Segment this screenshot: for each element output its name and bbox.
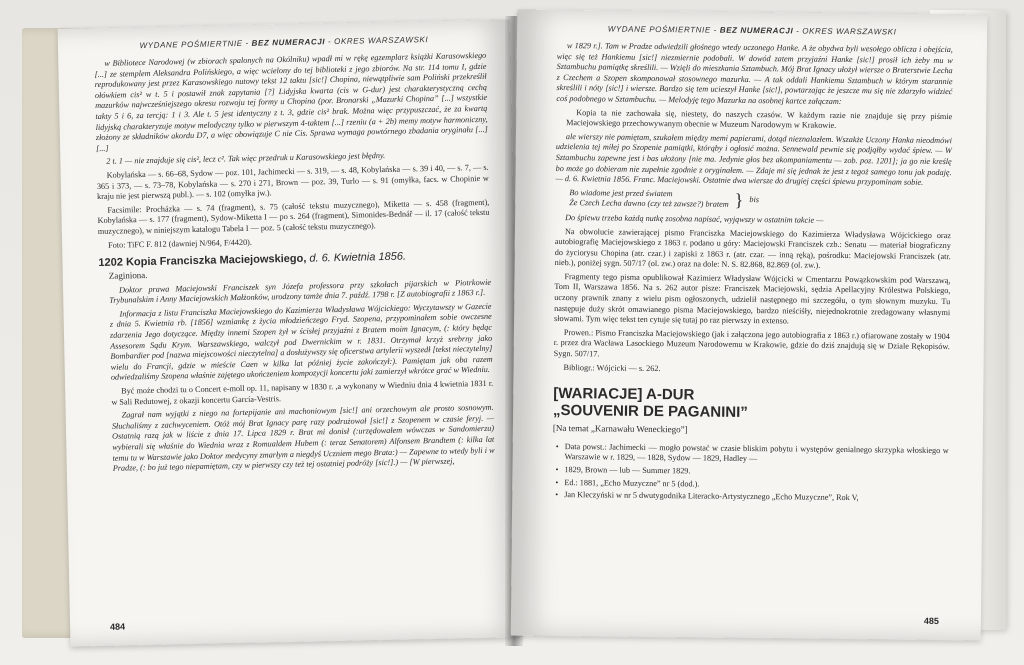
section-title [553, 385, 949, 423]
header-prefix: WYDANE POŚMIERTNIE - [607, 24, 720, 35]
bullet-list [552, 442, 949, 505]
entry-paragraph: Zagrał nam wyjątki z niego na fortepijanie ani machoniowym [sic!] ani orzechowym ale prosto sosnowym. Słuchaliśmy z zachwyceniem. Otóż mój Brat Ignacy parę razy podrużował [sic!] z Szopenem w czasie feryj. — Ostatnią razą jak w liście z dnia 17. Lipca 1829 r. Brat mi donisł (:urzędowałem wówczas w Sandomierzu) wybierali się właśnie do Wiednia wraz z Romualdem Hubem (: teraz Senatorem) Alfonsem Brandtem (: kilka lat temu tu w Warszawie jako Doktor medycyny zmarłym a niegdyś Uczniem mego Brata:) — Zapewne to wtedy byli i w Pradze, (: bo już tego niepamiętam, czy w pierwszy czy też tej ostatniej podróży [sic!].) — [W pierwszej, [111, 402, 495, 473]
bis-label: bis [749, 195, 759, 205]
right-page-number: 485 [923, 615, 939, 627]
right-paragraph: Na obwolucie zawierającej pismo Franciszka Maciejowskiego do Kazimierza Władysława Wójcickiego oraz autobiografię Maciejowskiego z 1863 r. podano u góry: Maciejowski Franciszek czb.: Senatu — materiał biograficzny do życiorysu Chopina (atr. czar.) i zapiski z 1863 r. (atr. czar. — inną ręką), pośrodku: Maciejowski Franciszek (atr. nieb.), poniżej sygn. 507/17 (ol. zw.) oraz na dole: N. S. 82.868, 82.869 (ol. zw.). [554, 226, 951, 271]
header-prefix: WYDANE POŚMIERTNIE - [139, 38, 252, 51]
left-body [58, 50, 519, 475]
left-paragraph: 2 t. 1 — nie znajduje się cis², lecz c². Tak więc przedruk u Karasowskiego jest błędny. [106, 151, 386, 167]
right-paragraph: Do śpiewu trzeba każdą nutkę zosobna napisać, wyjąwszy w ostatnim takcie — [565, 212, 824, 225]
list-item: • 1829, Brown — lub — Summer 1829. [564, 465, 948, 480]
right-paragraph: Fragmenty tego pisma opublikował Kazimierz Władysław Wójcicki w Cmentarzu Powązkowskim pod Warszawą, Tom II, Warszawa 1856. Na s. 262 autor pisze: Franciszek Maciejowski, sędzia Apellacyjny Królestwa Polskiego, uczony prawnik znany z wielu pism ogłoszonych, udzielił następnego mi szczegółu, o tym słownym muzyku. Tu następuje duży skrót omawianego pisma Maciejowskiego, bardzo nieściśły, niejednokrotnie zredagowany własnymi słowami. Tym więc tekst ten cytuje się tutaj po raz pierwszy in extenso. [554, 271, 951, 326]
header-bold: BEZ NUMERACJI [251, 37, 326, 48]
section-title-line: „SOUVENIR DE PAGANINI” [553, 402, 748, 422]
section-subtitle: [Na temat „Karnawału Weneckiego”] [552, 423, 688, 435]
right-page [511, 10, 988, 641]
bis-line: Że Czech Lecha dawno (czy też zawsze?) bratem [569, 198, 729, 210]
left-page-number: 484 [110, 621, 126, 632]
entry-paragraph: Być może chodzi tu o Concert e-moll op. 11, napisany w 1830 r. ,a wykonany w Wiedniu dnia 4 kwietnia 1831 r. w Sali Redutowej, z okazji koncertu García-Vestris. [111, 378, 494, 407]
right-running-header [517, 24, 987, 38]
bis-lines [555, 188, 951, 213]
right-paragraph: Prowen.: Pismo Franciszka Maciejowskiego (jak i załączona jego autobiografia z 1863 r.) ofiarowane zostały w 1904 r. przez dra Wacława Lasockiego Muzeum Narodowemu w Krakowie, gdzie do dziś znajdują się w Dziale Rękopisów. Sygn. 507/17. [553, 327, 950, 359]
header-bold: BEZ NUMERACJI [719, 25, 794, 36]
right-paragraph: ale wierszy nie pamiętam, szukałem między memi papierami, dotąd nieznalazłem. Wszakże Uczony Hanka nieodmówi udzielenia tej miłej po Szopenie pamiątki, którąby i ogłosić można. Sennewald pewnie się podjąłby wydać śpiew. — W Sztambuchu zapewne jest i bas ułożony [nie ma. Jedynie głos bez akompaniamentu — zob. poz. 1201]; ja go nie kreślę bo może go dobieram nie zupełnie zgodnie z oryginałem. — Zdaje mi się jednak że jest z tegoż samego tonu jak podaję. — d. 6. Kwietnia 1856. Franc. Maciejowski. Ostatnie dwa wiersze do drugiej części śpiewu przypominam sobie. [555, 131, 952, 187]
left-paragraph: Facsimile: Procházka — s. 74 (fragment), s. 75 (całość tekstu muzycznego), Miketta — s. 458 (fragment), Kobylańska — s. 177 (fragment), Sydow-Miketta I — po s. 264 (fragment), Simonides-Bednář — il. 17 (całość tekstu muzycznego), w niniejszym katalogu Tabela I — poz. 5 (całość tekstu muzycznego). [97, 197, 490, 236]
left-running-header [58, 33, 510, 51]
brace-icon: } [734, 189, 744, 210]
entry-number: 1202 [98, 256, 124, 270]
list-item: • Ed.: 1881, „Echo Muzyczne” nr 5 (dod.). [564, 478, 948, 493]
left-page [58, 19, 523, 646]
right-body [512, 41, 987, 506]
entry-paragraph: Doktor prawa Maciejowski Franciszek syn Józefa professora przy szkołach pijarskich w Piotrkowie Trybunalskim i Anny Maciejowskich Małżonków, urodzony tamże dnia 7. paźdź. 1798 r. [Z autobiografii z 1863 r.]. [109, 277, 492, 306]
header-suffix: - OKRES WARSZAWSKI [325, 35, 429, 47]
bis-line: Bo wiadome jest przed światem [569, 187, 673, 198]
entry-title-text: Kopia Franciszka Maciejowskiego, [125, 252, 307, 269]
section-title-line: [WARIACJE] A-DUR [553, 385, 695, 404]
bis-text [569, 188, 729, 211]
right-paragraph: w 1829 r.]. Tam w Pradze odwiedzili głośnego wtedy uczonego Hanke. A że obydwa byli wesołego oblicza i obejścia, więc się też Hankiemu [sic!] niezmiernie podobali. W dowód zatem przyjaźni Hanke [sic!] prosił ich żeby mu w Sztambuchu pamiątkę skreślili. — Wzięli do mieszkania Sztambuch. Mój Brat Ignacy ułożył wiersze o Braterstwie Lecha z Czechem a Szopen skomponował stosownego mazurka. — A tak oddali Hankiemu Sztambuch w którym starannie skreślili i nóty [sic!] i wiersze. Bardzo się tem ucieszył Hanke [sic!], powtarzając że jeszcze mu się nie zdarzyło widzieć coś podobnego w Sztambuchu. — Melodyję tego Mazurka na osobnej kartce załączam: [556, 41, 953, 106]
left-paragraph: Foto: TiFC F. 812 (dawniej N/964, F/4420). [108, 237, 252, 250]
right-paragraph: Kopia ta nie zachowała się, niestety, do naszych czasów. W każdym razie nie znajduje się przy piśmie Maciejowskiego przechowywanym obecnie w Muzeum Narodowym w Krakowie. [566, 107, 953, 131]
list-item: • Data powst.: Jachimecki — mogło powstać w czasie bliskim pobytu i występów genialnego skrzypka włoskiego w Warszawie w r. 1829, — 1828, Sydow — 1829, Hadley — [565, 442, 949, 467]
header-suffix: - OKRES WARSZAWSKI [793, 26, 897, 37]
entry-date: d. 6. Kwietnia 1856. [309, 250, 407, 265]
entry-status: Zaginiona. [108, 270, 148, 281]
entry-paragraph: Informacja z listu Franciszka Maciejowskiego do Kazimierza Władysława Wójcickiego: Wyczytawszy w Gazecie z dnia 5. Kwietnia rb. [1856] wzmiankę z życia młodzieńczego Fryd. Szopena, przypominałem sobie owczesne zdarzenia Jego dotyczące. Między innemi Szopen żył w ścisłej przyjaźni z Bratem moim Ignacym, (: który będąc Assesorem Sądu Krym. Warszawskiego, walczył pod Dwernickim w r. 1831. Otrzymał krzyż srebrny jako Bombardier pod [nazwa miejscowości nieczytelna] a dosłużywszy się oficerstwa artylerii wyszedł [tekst nieczytelny] wielu do Francji, gdzie w mieście Caen w kilka lat później życie zakończył:). Pamiętam jak oba razem odwiedzaliśmy Szopena właśnie zajętego ukończeniem kompozycji koncertu jaki zamierzył wkrótce grać w Wiedniu. [109, 301, 493, 383]
left-paragraph: w Bibliotece Narodowej (w zbiorach spalonych na Okólniku) wpadł mi w rękę egzemplarz książki Karasowskiego [...] ze stemplem Aleksandra Polińskiego, a więc wcielony do tej biblioteki z jego zbiorów. Na str. 114 tomu I, gdzie reprodukowany jest przez Karasowskiego nutowy tekst 12 taktu [sic!] Chopina, niewątpliwie sam Poliński przekreślił ołówkiem cis² w t. 5 i postawił znak zapytania [?] Lidyjska kwarta (cis w G-dur) jest charakterystyczną cechą mazurków najwcześniejszego okresu rozwoju tej formy u Chopina (por. Bronarski „Mazurki Chopina” [...] wszystkie takty 5 i 6, za tercją: 1 i 3. Ale t. 5 jest identyczny z t. 3, gdzie cis² brak. Można więc przypuszczać, że za kwartą lidyjską charakteryzuje motyw melodyczny tylko w pierwszym 4-taktem [...] rzeniu (a + 2b) memy motyw harmoniczny, złożony ze składników akordu D7, a więc obowiązuje C nie Cis. Sprawa wymaga powtórnego zbadania oryginału [...] [...] [94, 50, 488, 153]
list-item: • Jan Kleczyński w nr 5 dwutygodnika Literacko-Artystycznego „Echo Muzyczne”, Rok V, [564, 490, 948, 505]
left-paragraph: Kobylańska — s. 66–68, Sydow — poz. 101, Jachimecki — s. 319, — s. 48, Kobylańska — s. 39 i 40, — s. 7, — s. 365 i 373, — s. 73–78, Kobylańska — s. 270 i 271, Brown — poz. 39, Turlo — s. 91 (omyłka, facs. w Chopinie w kraju nie jest pierwszą publ.). — s. 102 (omyłka jw.). [96, 162, 489, 202]
right-paragraph: Bibliogr.: Wójcicki — s. 262. [563, 362, 661, 373]
